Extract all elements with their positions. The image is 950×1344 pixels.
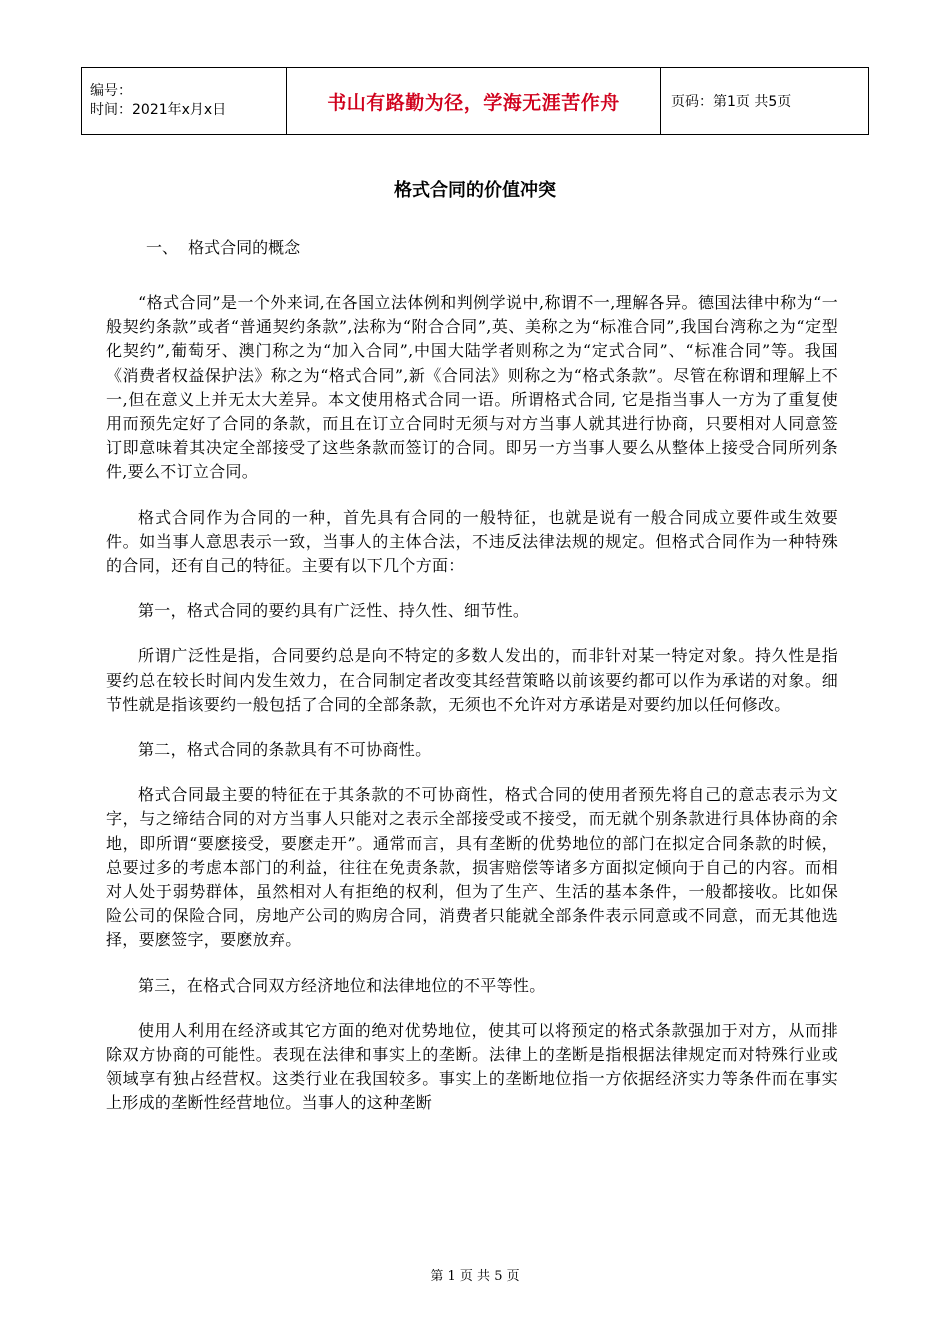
document-title: 格式合同的价值冲突 [394, 180, 556, 201]
paragraph: 格式合同作为合同的一种，首先具有合同的一般特征，也就是说有一般合同成立要件或生效要件。如当事人意思表示一致，当事人的主体合法，不违反法律法规的规定。但格式合同作为一种特殊的合同，还有自己的特征。主要有以下几个方面： [106, 507, 838, 576]
paragraph: “格式合同”是一个外来词,在各国立法体例和判例学说中,称谓不一,理解各异。德国法律中称为“一般契约条款”或者“普通契约条款”,法称为“附合合同”,英、美称之为“标准合同”,我国台湾称之为“定型化契约”,葡萄牙、澳门称之为“加入合同”,中国大陆学者则称之为“定式合同”、“标准合同”等。我国《消费者权益保护法》称之为“格式合同”,新《合同法》则称之为“格式条款”。尽管在称谓和理解上不一,但在意义上并无太大差异。本文使用格式合同一语。所谓格式合同, 它是指当事人一方为了重复使用而预先定好了合同的条款，而且在订立合同时无须与对方当事人就其进行协商，只要相对人同意签订即意味着其决定全部接受了这些条款而签订的合同。即另一方当事人要么从整体上接受合同所列条件,要么不订立合同。 [106, 293, 838, 482]
document-time-label: 时间：2021年x月x日 [90, 102, 227, 118]
document-body [106, 236, 838, 1137]
paragraph: 第三，在格式合同双方经济地位和法律地位的不平等性。 [138, 975, 546, 995]
header-page-code: 页码：第1页 共5页 [661, 68, 869, 135]
document-number-label: 编号： [90, 83, 132, 99]
paragraph: 使用人利用在经济或其它方面的绝对优势地位，使其可以将预定的格式条款强加于对方，从而排除双方协商的可能性。表现在法律和事实上的垄断。法律上的垄断是指根据法律规定而对特殊行业或领域享有独占经营权。这类行业在我国较多。事实上的垄断地位指一方依据经济实力等条件而在事实上形成的垄断性经营地位。当事人的这种垄断 [106, 1020, 838, 1113]
header-meta-cell [82, 68, 287, 135]
page-footer: 第 1 页 共 5 页 [430, 1269, 520, 1284]
header-table [81, 67, 869, 135]
paragraph: 第一，格式合同的要约具有广泛性、持久性、细节性。 [138, 601, 530, 621]
header-motto: 书山有路勤为径，学海无涯苦作舟 [287, 68, 661, 135]
paragraph: 格式合同最主要的特征在于其条款的不可协商性，格式合同的使用者预先将自己的意志表示为文字，与之缔结合同的对方当事人只能对之表示全部接受或不接受，而无就个别条款进行具体协商的余地，即所谓“要麽接受，要麽走开”。通常而言，具有垄断的优势地位的部门在拟定合同条款的时候，总要过多的考虑本部门的利益，往往在免责条款，损害赔偿等诸多方面拟定倾向于自己的内容。而相对人处于弱势群体，虽然相对人有拒绝的权利，但为了生产、生活的基本条件，一般都接收。比如保险公司的保险合同，房地产公司的购房合同，消费者只能就全部条件表示同意或不同意，而无其他选择，要麽签字，要麽放弃。 [106, 785, 838, 950]
paragraph: 所谓广泛性是指，合同要约总是向不特定的多数人发出的，而非针对某一特定对象。持久性是指要约总在较长时间内发生效力，在合同制定者改变其经营策略以前该要约都可以作为承诺的对象。细节性就是指该要约一般包括了合同的全部条款，无须也不允许对方承诺是对要约加以任何修改。 [106, 646, 838, 714]
section-heading: 一、 格式合同的概念 [146, 238, 301, 257]
paragraph: 第二，格式合同的条款具有不可协商性。 [138, 740, 432, 760]
